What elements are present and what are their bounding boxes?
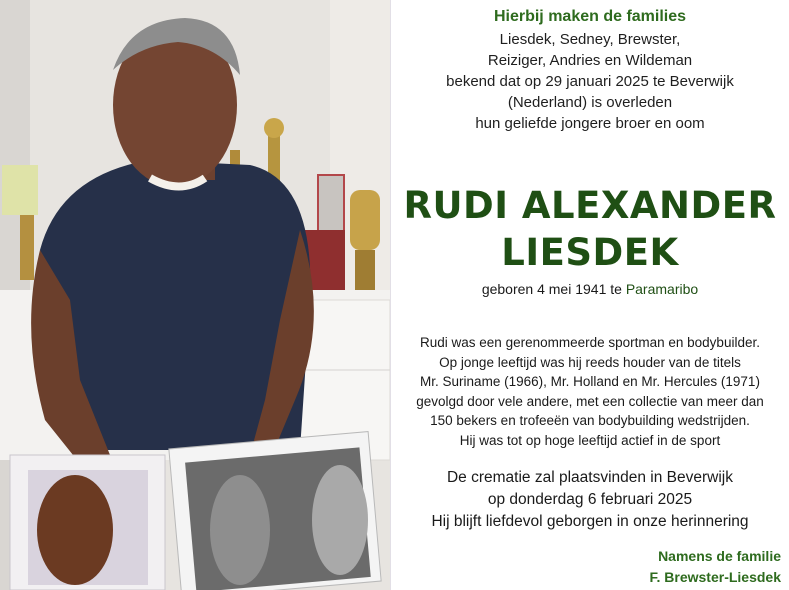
- held-photo-right: [169, 432, 381, 590]
- intro-line: (Nederland) is overleden: [507, 94, 673, 111]
- intro-text: [391, 29, 789, 134]
- birth-info: [391, 279, 789, 299]
- bio-line: Op jonge leeftijd was hij reeds houder van de titels: [439, 354, 741, 370]
- memorial-photo: [0, 0, 390, 590]
- bio-line: gevolgd door vele andere, met een collectie van meer dan: [416, 393, 764, 409]
- announcement-panel: [391, 0, 789, 590]
- name-line-2: LIESDEK: [501, 231, 679, 274]
- bio-line: 150 bekers en trofeeën van bodybuilding wedstrijden.: [430, 413, 750, 428]
- family-signature: [650, 546, 782, 588]
- photo-illustration: [0, 0, 390, 590]
- intro-line: hun geliefde jongere broer en oom: [475, 115, 705, 132]
- bio-line: Rudi was een gerenommeerde sportman en bodybuilder.: [420, 335, 760, 350]
- ceremony-line: op donderdag 6 februari 2025: [487, 491, 693, 508]
- intro-line: Reiziger, Andries en Wildeman: [487, 52, 693, 69]
- signature-line-1: Namens de familie: [658, 548, 781, 564]
- held-photo-left: [10, 455, 165, 590]
- signature-line-2: F. Brewster-Liesdek: [649, 569, 781, 585]
- biography: [391, 333, 789, 450]
- ceremony-line: De crematie zal plaatsvinden in Beverwijk: [446, 469, 734, 486]
- ceremony-info: [391, 467, 789, 533]
- bio-line: Mr. Suriname (1966), Mr. Holland en Mr. Hercules (1971): [420, 374, 760, 389]
- intro-line: Liesdek, Sedney, Brewster,: [499, 31, 681, 48]
- birth-place: Paramaribo: [625, 281, 699, 297]
- intro-heading: Hierbij maken de families: [493, 8, 687, 25]
- bio-line: Hij was tot op hoge leeftijd actief in de sport: [459, 432, 721, 448]
- ceremony-line: Hij blijft liefdevol geborgen in onze herinnering: [431, 513, 749, 530]
- name-line-1: RUDI ALEXANDER: [403, 184, 777, 227]
- intro-line: bekend dat op 29 januari 2025 te Beverwijk: [446, 73, 734, 90]
- birth-text: geboren 4 mei 1941 te: [481, 281, 622, 297]
- deceased-name: [391, 182, 789, 276]
